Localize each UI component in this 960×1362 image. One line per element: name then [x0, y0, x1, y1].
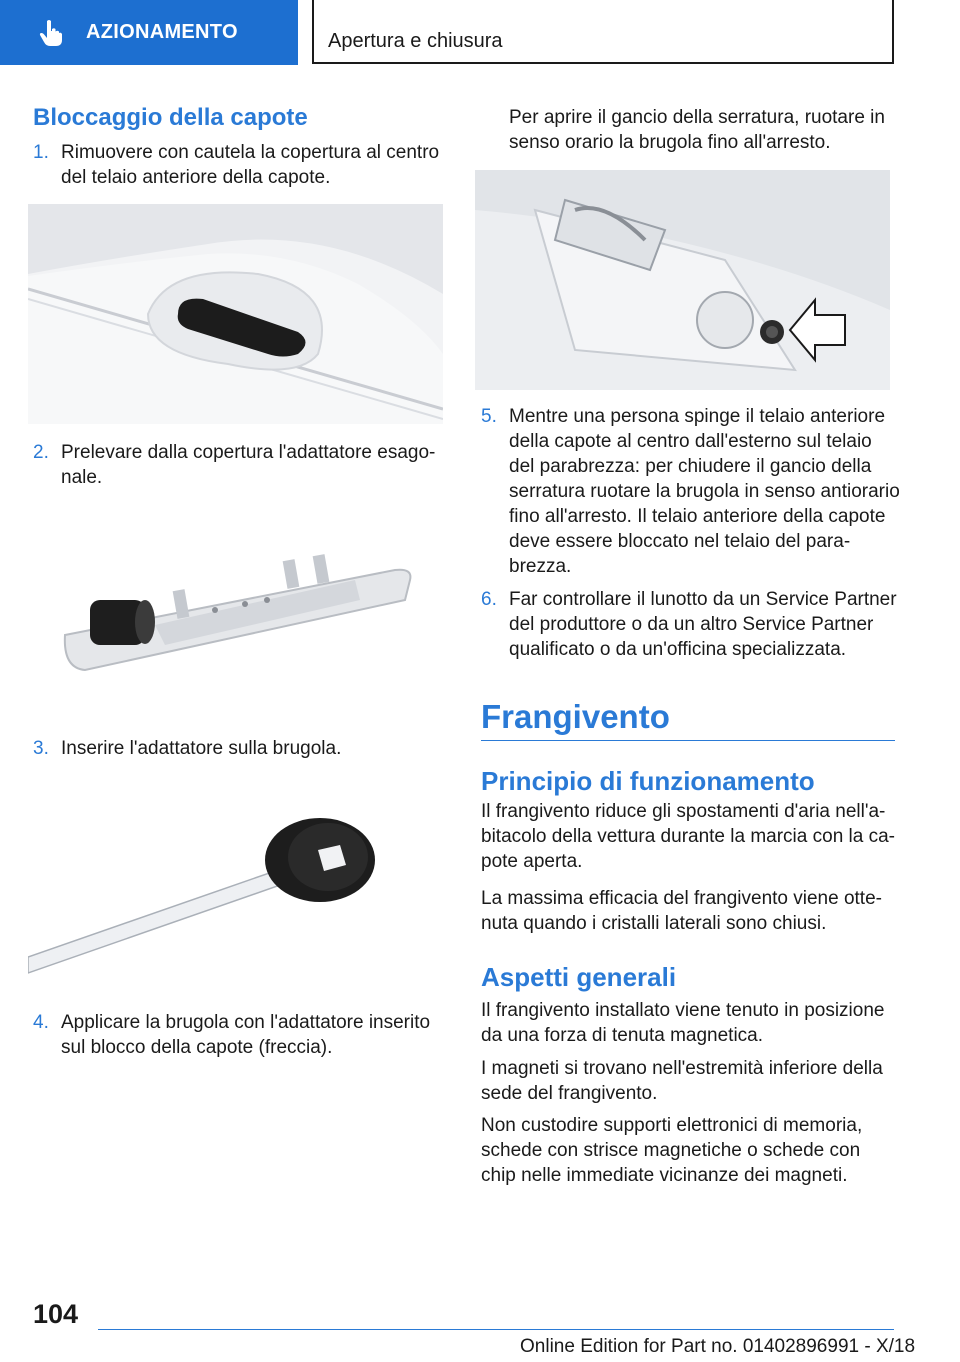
step-text-line: Far controllare il lunotto da un Service Partner: [509, 589, 897, 610]
step-3: [33, 736, 453, 762]
step-text-line: del telaio anteriore della capote.: [61, 167, 331, 188]
chapter-label: Apertura e chiusura: [328, 30, 503, 52]
step-text-line: Applicare la brugola con l'adattatore inserito: [61, 1012, 431, 1033]
text-line: Il frangivento riduce gli spostamenti d'aria nell'a‐: [481, 801, 886, 822]
heading-bloccaggio: Bloccaggio della capote: [33, 104, 308, 131]
step-text-line: fino all'arresto. Il telaio anteriore della capote: [509, 506, 886, 527]
step-text-line: del produttore o da un altro Service Partner: [509, 614, 874, 635]
page-number: 104: [33, 1299, 79, 1329]
step-5: [481, 404, 901, 579]
section-rule: [481, 740, 895, 741]
step-6: [481, 587, 901, 663]
text-line: chip nelle immediate vicinanze dei magneti.: [481, 1165, 848, 1186]
text-line: Il frangivento installato viene tenuto in posizione: [481, 1000, 885, 1021]
text-line: bitacolo della vettura durante la marcia con la ca‐: [481, 826, 896, 847]
step-text-line: sul blocco della capote (freccia).: [61, 1037, 333, 1058]
footer-edition: Online Edition for Part no. 01402896991 - X/18: [520, 1336, 916, 1357]
step-text-line: del parabrezza: per chiudere il gancio della: [509, 456, 872, 477]
paragraph: [481, 998, 901, 1048]
text-line: La massima efficacia del frangivento viene otte‐: [481, 888, 882, 909]
step-number: 1.: [33, 142, 49, 163]
text-line: pote aperta.: [481, 851, 583, 872]
step-text-line: Inserire l'adattatore sulla brugola.: [61, 738, 342, 759]
image-allen-key: [28, 815, 443, 975]
step-text-line: serratura ruotare la brugola in senso antiorario: [509, 481, 900, 502]
image-cover-adapter: [55, 540, 420, 680]
paragraph: [481, 1113, 901, 1188]
image-lock-arrow: [475, 170, 890, 390]
chapter-tab[interactable]: [312, 0, 894, 64]
step-number: 5.: [481, 406, 497, 427]
step-text-line: brezza.: [509, 556, 572, 577]
text-line: schede con strisce magnetiche o schede con: [481, 1140, 861, 1161]
text-line: senso orario la brugola fino all'arresto.: [509, 132, 831, 153]
step-number: 2.: [33, 442, 49, 463]
step-text-line: della capote al centro dall'esterno sul telaio: [509, 431, 872, 452]
hand-pointer-icon: [38, 19, 64, 47]
step-text-line: nale.: [61, 467, 103, 488]
intro-paragraph: [509, 105, 899, 155]
text-line: Per aprire il gancio della serratura, ruotare in: [509, 107, 885, 128]
paragraph: [481, 799, 901, 874]
step-number: 4.: [33, 1012, 49, 1033]
footer-rule: [98, 1329, 894, 1330]
step-text-line: Rimuovere con cautela la copertura al centro: [61, 142, 440, 163]
subheading-aspetti: Aspetti generali: [481, 962, 677, 992]
step-text-line: deve essere bloccato nel telaio del para‐: [509, 531, 851, 552]
step-1: [33, 140, 453, 192]
paragraph: [481, 886, 901, 936]
step-text-line: Mentre una persona spinge il telaio anteriore: [509, 406, 886, 427]
text-line: da una forza di tenuta magnetica.: [481, 1025, 764, 1046]
image-roof-frame-cover: [28, 204, 443, 424]
step-number: 6.: [481, 589, 497, 610]
section-tab[interactable]: [0, 0, 298, 65]
paragraph: [481, 1056, 901, 1106]
step-2: [33, 440, 453, 492]
step-text-line: Prelevare dalla copertura l'adattatore esago‐: [61, 442, 436, 463]
step-number: 3.: [33, 738, 49, 759]
text-line: sede del frangivento.: [481, 1083, 658, 1104]
section-label: AZIONAMENTO: [86, 21, 238, 43]
step-4: [33, 1010, 453, 1062]
section-title-frangivento: Frangivento: [481, 698, 670, 735]
text-line: I magneti si trovano nell'estremità inferiore della: [481, 1058, 883, 1079]
step-text-line: qualificato o da un'officina specializzata.: [509, 639, 847, 660]
text-line: nuta quando i cristalli laterali sono chiusi.: [481, 913, 827, 934]
subheading-principio: Principio di funzionamento: [481, 766, 815, 796]
text-line: Non custodire supporti elettronici di memoria,: [481, 1115, 863, 1136]
